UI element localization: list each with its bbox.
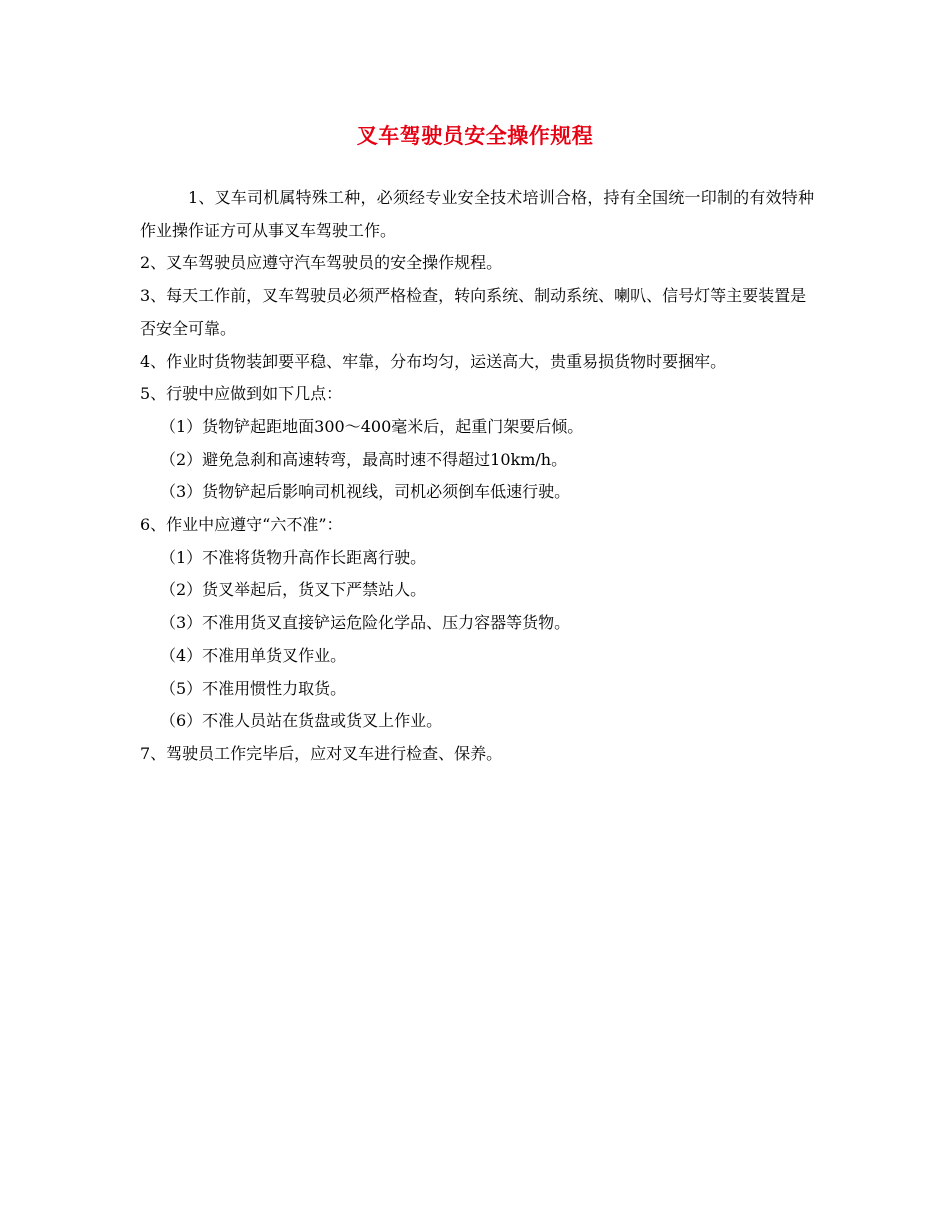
- document-title: 叉车驾驶员安全操作规程: [356, 123, 594, 148]
- document-body: [140, 182, 814, 771]
- rule-5-sub-3: （3）货物铲起后影响司机视线，司机必须倒车低速行驶。: [160, 482, 571, 502]
- rule-6-sub-5: （5）不准用惯性力取货。: [160, 678, 347, 698]
- rule-7: 7、驾驶员工作完毕后，应对叉车进行检查、保养。: [140, 743, 503, 763]
- rule-2: 2、叉车驾驶员应遵守汽车驾驶员的安全操作规程。: [140, 253, 503, 273]
- rule-5-sub-1: （1）货物铲起距地面300～400毫米后，起重门架要后倾。: [160, 416, 584, 436]
- rule-4: 4、作业时货物装卸要平稳、牢靠，分布均匀，运送高大，贵重易损货物时要捆牢。: [140, 351, 727, 371]
- rule-6-sub-2: （2）货叉举起后，货叉下严禁站人。: [160, 580, 427, 600]
- rule-5-sub-2: （2）避免急刹和高速转弯，最高时速不得超过10km/h。: [160, 449, 568, 469]
- rule-1: 1、叉车司机属特殊工种，必须经专业安全技术培训合格，持有全国统一印制的有效特种作业操作证方可从事叉车驾驶工作。: [140, 188, 814, 240]
- rule-3: 3、每天工作前，叉车驾驶员必须严格检查，转向系统、制动系统、喇叭、信号灯等主要装置是否安全可靠。: [140, 286, 807, 338]
- rule-6-sub-3: （3）不准用货叉直接铲运危险化学品、压力容器等货物。: [160, 613, 571, 633]
- rule-5: 5、行驶中应做到如下几点：: [140, 384, 343, 404]
- rule-6-sub-1: （1）不准将货物升高作长距离行驶。: [160, 547, 427, 567]
- rule-6-sub-6: （6）不准人员站在货盘或货叉上作业。: [160, 711, 443, 731]
- rule-6-sub-4: （4）不准用单货叉作业。: [160, 645, 347, 665]
- rule-6: 6、作业中应遵守“六不准”：: [140, 515, 343, 535]
